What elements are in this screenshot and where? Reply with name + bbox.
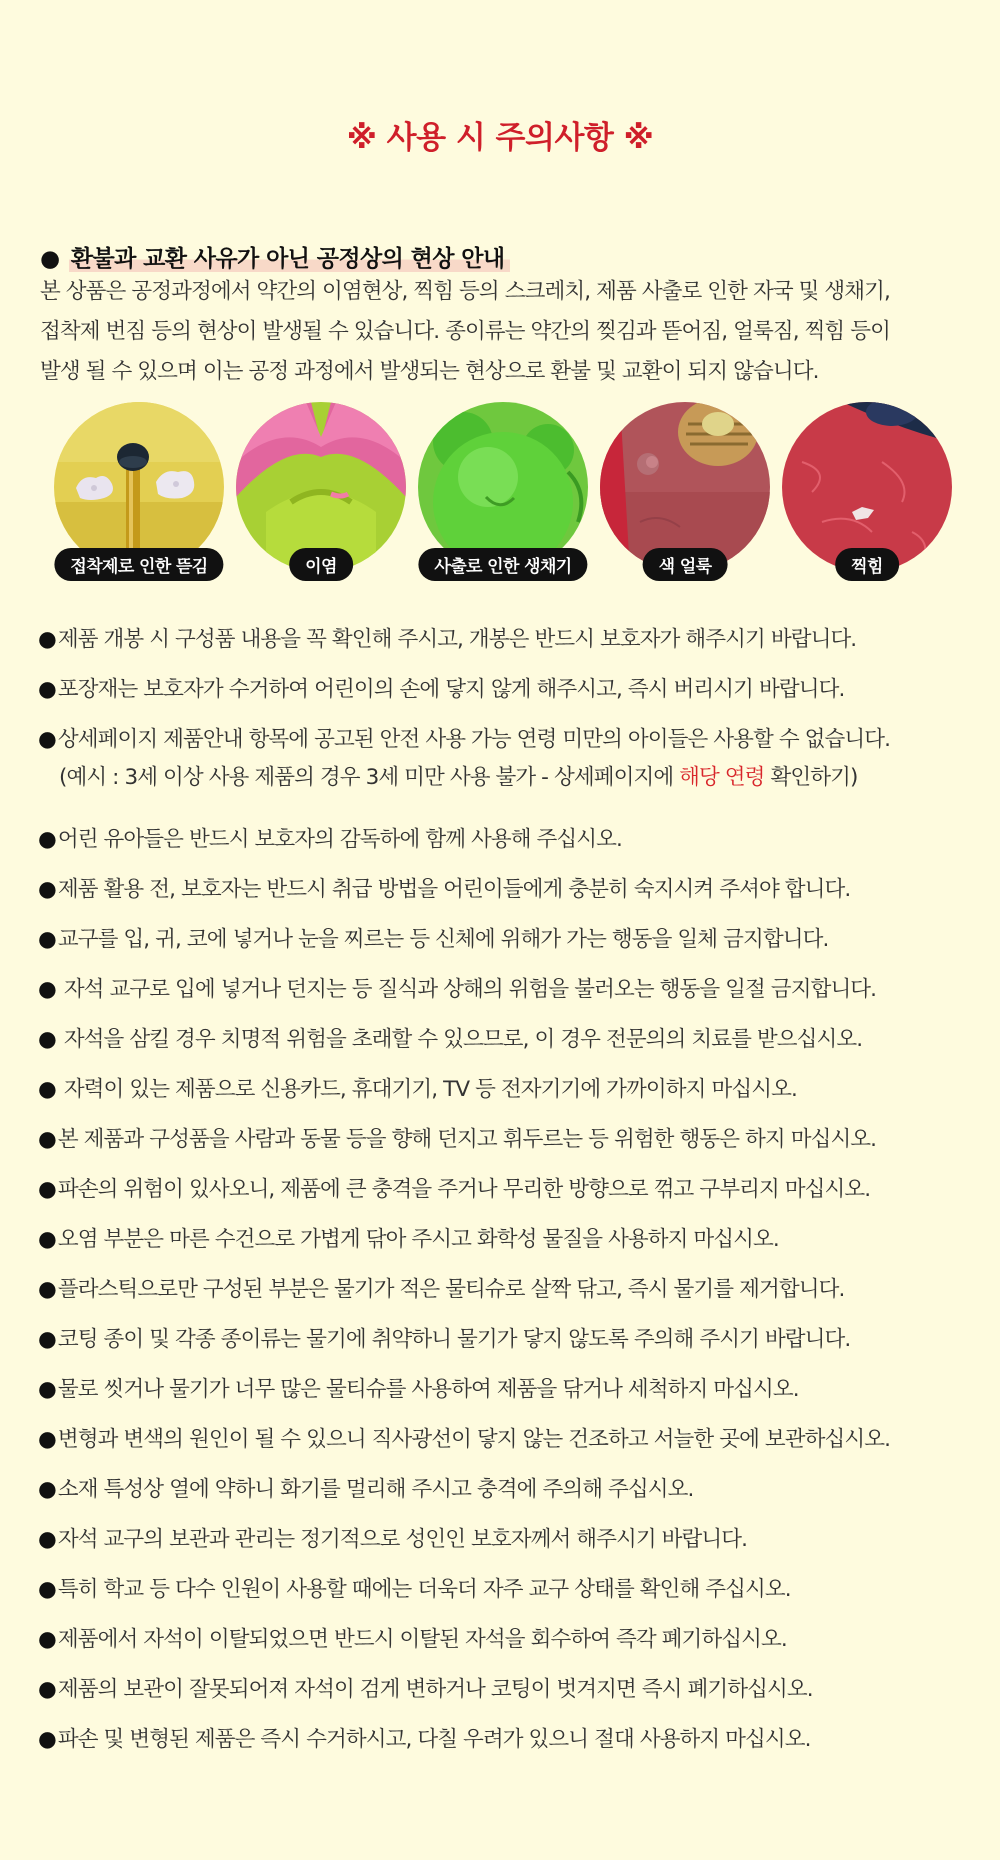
caution-text: 소재 특성상 열에 약하니 화기를 멀리해 주시고 충격에 주의해 주십시오.: [57, 1477, 694, 1502]
bullet: ●: [38, 1127, 56, 1152]
caution-text: 파손 및 변형된 제품은 즉시 수거하시고, 다칠 우려가 있으니 절대 사용하지 마십시오.: [57, 1727, 811, 1752]
caution-item: [38, 1615, 978, 1665]
caution-item: [38, 715, 978, 815]
caution-item: [38, 1165, 978, 1215]
caution-text: 자석을 삼킬 경우 치명적 위험을 초래할 수 있으므로, 이 경우 전문의의 치료를 받으십시오.: [63, 1027, 863, 1052]
bullet: ●: [38, 1627, 56, 1652]
age-example-highlight: 해당 연령: [679, 765, 765, 790]
bullet: ●: [38, 827, 56, 852]
bullet: ●: [38, 1527, 56, 1552]
bullet: ●: [38, 877, 56, 902]
caution-item: [38, 615, 978, 665]
dent-image: [782, 402, 952, 572]
photo-staining: [236, 402, 406, 582]
caution-text: 어린 유아들은 반드시 보호자의 감독하에 함께 사용해 주십시오.: [57, 827, 622, 852]
bullet: ●: [38, 1327, 56, 1352]
bullet: ●: [38, 627, 56, 652]
caution-item: [38, 1565, 978, 1615]
bullet: ●: [38, 1227, 56, 1252]
defect-notice-heading-text: 환불과 교환 사유가 아닌 공정상의 현상 안내: [69, 246, 511, 272]
age-example-before: (예시 : 3세 이상 사용 제품의 경우 3세 미만 사용 불가 - 상세페이지에: [59, 765, 680, 790]
caution-item: [38, 865, 978, 915]
bullet: ●: [38, 977, 56, 1002]
photo-glue-tear: [54, 402, 224, 582]
caution-text: 물로 씻거나 물기가 너무 많은 물티슈를 사용하여 제품을 닦거나 세척하지 마십시오.: [57, 1377, 799, 1402]
photo-label: 접착제로 인한 뜯김: [54, 548, 223, 581]
caution-text: 본 제품과 구성품을 사람과 동물 등을 향해 던지고 휘두르는 등 위험한 행동은 하지 마십시오.: [57, 1127, 877, 1152]
bullet: ●: [38, 1727, 56, 1752]
defect-notice-line: 본 상품은 공정과정에서 약간의 이염현상, 찍힘 등의 스크레치, 제품 사출로 인한 자국 및 생채기,: [40, 279, 890, 304]
age-example: [38, 759, 978, 797]
caution-text: 플라스틱으로만 구성된 부분은 물기가 적은 물티슈로 살짝 닦고, 즉시 물기를 제거합니다.: [57, 1277, 845, 1302]
caution-item: [38, 1315, 978, 1365]
bullet: ●: [38, 1677, 56, 1702]
caution-item: [38, 1115, 978, 1165]
caution-item: [38, 1015, 978, 1065]
caution-text: 코팅 종이 및 각종 종이류는 물기에 취약하니 물기가 닿지 않도록 주의해 주시기 바랍니다.: [57, 1327, 851, 1352]
bullet: ●: [38, 1277, 56, 1302]
age-example-after: 확인하기): [764, 765, 858, 790]
bullet: ●: [38, 727, 56, 752]
caution-text: 자력이 있는 제품으로 신용카드, 휴대기기, TV 등 전자기기에 가까이하지 마십시오.: [63, 1077, 797, 1102]
bullet: ●: [38, 1477, 56, 1502]
caution-item: [38, 1415, 978, 1465]
page-title: ※ 사용 시 주의사항 ※: [346, 120, 654, 156]
caution-text: 파손의 위험이 있사오니, 제품에 큰 충격을 주거나 무리한 방향으로 꺾고 구부리지 마십시오.: [57, 1177, 871, 1202]
caution-text: 제품의 보관이 잘못되어져 자석이 검게 변하거나 코팅이 벗겨지면 즉시 폐기하십시오.: [57, 1677, 813, 1702]
photo-label: 사출로 인한 생채기: [418, 548, 587, 581]
photo-injection-scratch: [418, 402, 588, 582]
caution-item: [38, 1265, 978, 1315]
caution-item: [38, 1465, 978, 1515]
caution-text: 제품 활용 전, 보호자는 반드시 취급 방법을 어린이들에게 충분히 숙지시켜 주셔야 합니다.: [57, 877, 851, 902]
caution-text: 자석 교구로 입에 넣거나 던지는 등 질식과 상해의 위험을 불러오는 행동을 일절 금지합니다.: [63, 977, 877, 1002]
caution-text: 제품 개봉 시 구성품 내용을 꼭 확인해 주시고, 개봉은 반드시 보호자가 해주시기 바랍니다.: [57, 627, 857, 652]
caution-text: 제품에서 자석이 이탈되었으면 반드시 이탈된 자석을 회수하여 즉각 폐기하십시오.: [57, 1627, 787, 1652]
glue-tear-image: [54, 402, 224, 572]
caution-list: [38, 615, 978, 1765]
caution-item: [38, 815, 978, 865]
bullet: ●: [38, 1027, 56, 1052]
caution-item: [38, 915, 978, 965]
bullet: ●: [38, 927, 56, 952]
staining-image: [236, 402, 406, 572]
photo-label: 색 얼룩: [643, 548, 728, 581]
caution-text: 오염 부분은 마른 수건으로 가볍게 닦아 주시고 화학성 물질을 사용하지 마십시오.: [57, 1227, 779, 1252]
defect-notice-body: [40, 272, 970, 392]
photo-color-stain: [600, 402, 770, 582]
caution-item: [38, 1365, 978, 1415]
defect-notice-heading: [40, 240, 510, 273]
caution-text: 특히 학교 등 다수 인원이 사용할 때에는 더욱더 자주 교구 상태를 확인해 주십시오.: [57, 1577, 791, 1602]
bullet: ●: [38, 1077, 56, 1102]
bullet: ●: [38, 1177, 56, 1202]
defect-photo-row: [54, 402, 954, 582]
photo-label: 이염: [289, 548, 353, 581]
caution-item: [38, 1715, 978, 1765]
caution-item: [38, 1065, 978, 1115]
caution-text: 포장재는 보호자가 수거하여 어린이의 손에 닿지 않게 해주시고, 즉시 버리시기 바랍니다.: [57, 677, 845, 702]
bullet: ●: [38, 1377, 56, 1402]
caution-item: [38, 665, 978, 715]
caution-text: 변형과 변색의 원인이 될 수 있으니 직사광선이 닿지 않는 건조하고 서늘한 곳에 보관하십시오.: [57, 1427, 891, 1452]
caution-text: 상세페이지 제품안내 항목에 공고된 안전 사용 가능 연령 미만의 아이들은 사용할 수 없습니다.: [57, 727, 891, 752]
caution-item: [38, 1665, 978, 1715]
injection-scratch-image: [418, 402, 588, 572]
bullet: ●: [38, 677, 56, 702]
caution-text: 자석 교구의 보관과 관리는 정기적으로 성인인 보호자께서 해주시기 바랍니다.: [57, 1527, 748, 1552]
defect-notice-line: 접착제 번짐 등의 현상이 발생될 수 있습니다. 종이류는 약간의 찢김과 뜯어짐, 얼룩짐, 찍힘 등이: [40, 319, 890, 344]
photo-dent: [782, 402, 952, 582]
color-stain-image: [600, 402, 770, 572]
bullet: ●: [38, 1577, 56, 1602]
bullet: ●: [40, 246, 60, 272]
caution-item: [38, 1215, 978, 1265]
defect-notice-line: 발생 될 수 있으며 이는 공정 과정에서 발생되는 현상으로 환불 및 교환이 되지 않습니다.: [40, 359, 819, 384]
bullet: ●: [38, 1427, 56, 1452]
photo-label: 찍힘: [835, 548, 899, 581]
caution-item: [38, 965, 978, 1015]
caution-text: 교구를 입, 귀, 코에 넣거나 눈을 찌르는 등 신체에 위해가 가는 행동을 일체 금지합니다.: [57, 927, 829, 952]
caution-item: [38, 1515, 978, 1565]
